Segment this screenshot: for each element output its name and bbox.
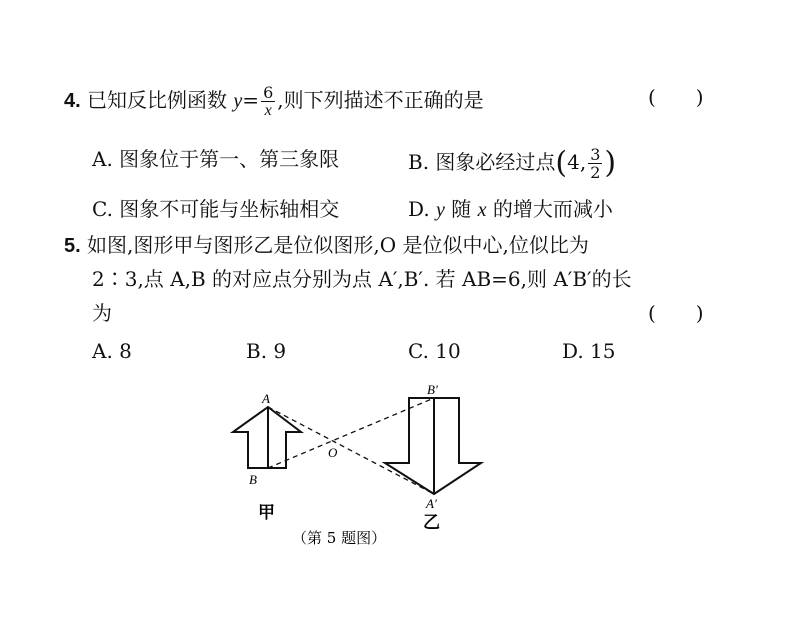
label-jia: 甲	[258, 503, 275, 523]
q4-stem-pre: 已知反比例函数	[87, 88, 228, 112]
q4-option-d-y: y	[436, 199, 445, 221]
q4-number: 4.	[64, 90, 81, 112]
label-b-prime: B′	[427, 382, 438, 397]
q4-option-b-text: B. 图象必经过点	[408, 150, 556, 174]
q4-stem-post: ,则下列描述不正确的是	[277, 88, 484, 112]
q4-option-b-x: 4,	[567, 150, 587, 174]
figure-caption: （第 5 题图）	[292, 529, 387, 547]
right-paren: )	[604, 145, 617, 181]
q4-func-y: y	[233, 90, 243, 112]
q4-frac-den: x	[264, 102, 272, 119]
label-a: A	[262, 391, 270, 406]
q4-option-d-post: 的增大而减小	[486, 197, 613, 221]
label-o: O	[328, 445, 338, 460]
label-a-prime: A′	[426, 496, 437, 511]
q4-option-c[interactable]: C. 图象不可能与坐标轴相交	[92, 197, 340, 221]
q4-option-d-mid: 随	[444, 197, 478, 221]
q5-line2: 2∶3,点 A,B 的对应点分别为点 A′,B′. 若 AB=6,则 A′B′的长	[92, 267, 632, 291]
q5-option-a[interactable]: A. 8	[92, 339, 132, 363]
q5-option-c[interactable]: C. 10	[408, 339, 461, 363]
q4-frac-num: 6	[263, 83, 274, 102]
q4-option-b-frac-den: 2	[590, 163, 601, 182]
q5-answer-blank[interactable]: ( )	[648, 301, 704, 325]
q4-option-b-frac-num: 3	[590, 145, 601, 164]
q5-option-b[interactable]: B. 9	[246, 339, 287, 363]
left-paren: (	[555, 145, 568, 181]
label-yi: 乙	[423, 513, 440, 533]
q5-number: 5.	[64, 235, 81, 257]
q4-answer-blank[interactable]: ( )	[648, 85, 704, 109]
q5-line3: 为	[92, 301, 112, 325]
q4-option-d-pre: D.	[408, 197, 437, 221]
q4-option-a[interactable]: A. 图象位于第一、第三象限	[92, 147, 340, 171]
q4-option-d-x: x	[477, 199, 487, 221]
label-b: B	[249, 472, 257, 487]
q5-option-d[interactable]: D. 15	[562, 339, 616, 363]
q4-func-eq: =	[242, 88, 260, 112]
q5-line1-text: 如图,图形甲与图形乙是位似图形,O 是位似中心,位似比为	[87, 233, 589, 257]
